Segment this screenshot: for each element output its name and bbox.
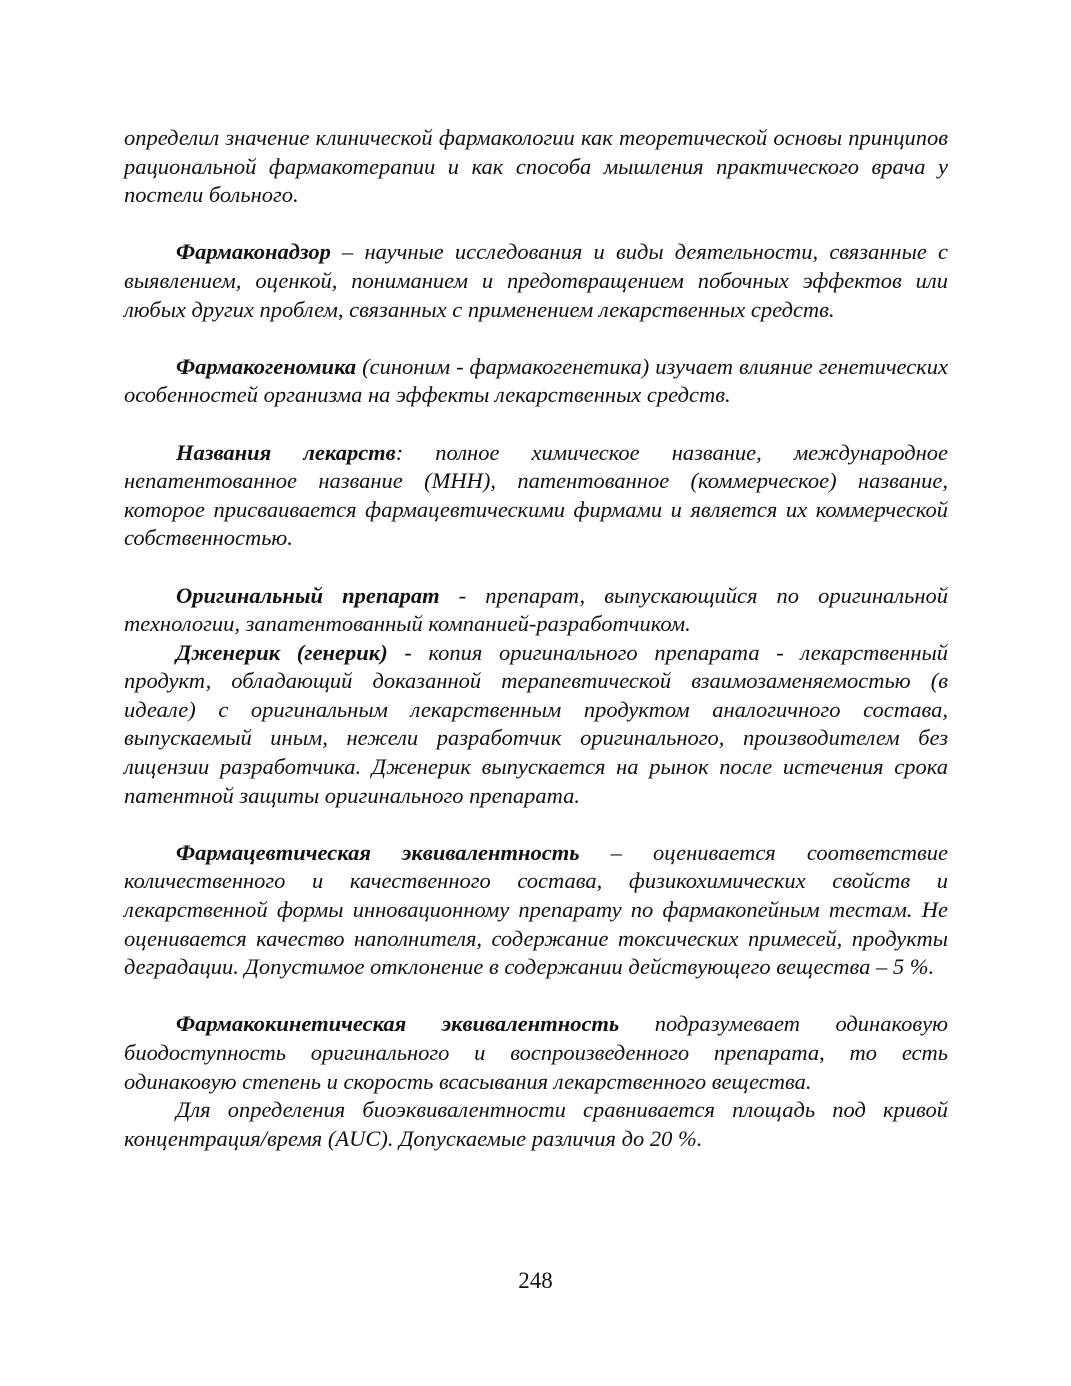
paragraph-generic (124, 639, 948, 811)
paragraph-text: - копия оригинального препарата - лекарственный продукт, обладающий доказанной терапевтической взаимозаменяемостью (в идеале) с оригинальным лекарственным продуктом аналогичного состава, выпускаемый иным, нежели разработчик оригинального, производителем без лицензии разработчика. Дженерик выпускается на рынок после истечения срока патентной защиты оригинального препарата. (124, 639, 948, 808)
paragraph-text: определил значение клинической фармакологии как теоретической основы принципов рациональной фармакотерапии и как способа мышления практического врача у постели больного. (124, 125, 948, 208)
paragraph-text: - препарат, выпускающийся по оригинальной технологии, запатентованный компанией-разработчиком. (124, 582, 948, 637)
term-generic: Дженерик (генерик) (176, 639, 388, 665)
paragraph-text: подразумевает одинаковую биодоступность оригинального и воспроизведенного препарата, то есть одинаковую степень и скорость всасывания лекарственного вещества. (124, 1011, 948, 1094)
paragraph-bioequivalence (124, 1096, 948, 1153)
document-page (124, 124, 948, 1153)
term-original-drug: Оригинальный препарат (176, 582, 440, 608)
paragraph-pharmacogenomics (124, 353, 948, 410)
paragraph-drug-names (124, 439, 948, 553)
paragraph-text: (синоним - фармакогенетика) изучает влияние генетических особенностей организма на эффекты лекарственных средств. (124, 353, 948, 408)
paragraph-pharmacokinetic-equivalence (124, 1010, 948, 1096)
page-number: 248 (518, 1268, 553, 1293)
term-pharmacokinetic-equivalence: Фармакокинетическая эквивалентность (176, 1011, 620, 1037)
paragraph-text: Для определения биоэквивалентности сравнивается площадь под кривой концентрация/время (AUC). Допускаемые различия до 20 %. (124, 1097, 948, 1151)
paragraph-intro (124, 124, 948, 210)
paragraph-pharmacovigilance (124, 238, 948, 324)
term-pharmaceutical-equivalence: Фармацевтическая эквивалентность (176, 839, 580, 865)
paragraph-original-drug (124, 582, 948, 639)
paragraph-text: – оценивается соответствие количественного и качественного состава, физикохимических свойств и лекарственной формы инновационному препарату по фармакопейным тестам. Не оценивается качество наполнителя, содержание токсических примесей, продукты деградации. Допустимое отклонение в содержании действующего вещества – 5 %. (124, 839, 949, 980)
term-pharmacogenomics: Фармакогеномика (176, 353, 357, 379)
term-pharmacovigilance: Фармаконадзор (176, 239, 331, 265)
paragraph-pharmaceutical-equivalence (124, 839, 948, 982)
term-drug-names: Названия лекарств (176, 439, 396, 465)
paragraph-text: – научные исследования и виды деятельности, связанные с выявлением, оценкой, пониманием и предотвращением побочных эффектов или любых других проблем, связанных с применением лекарственных средств. (124, 239, 948, 322)
paragraph-text: : полное химическое название, международное непатентованное название (МНН), патентованное (коммерческое) название, которое присваивается фармацевтическими фирмами и является их коммерческой собственностью. (124, 439, 948, 551)
